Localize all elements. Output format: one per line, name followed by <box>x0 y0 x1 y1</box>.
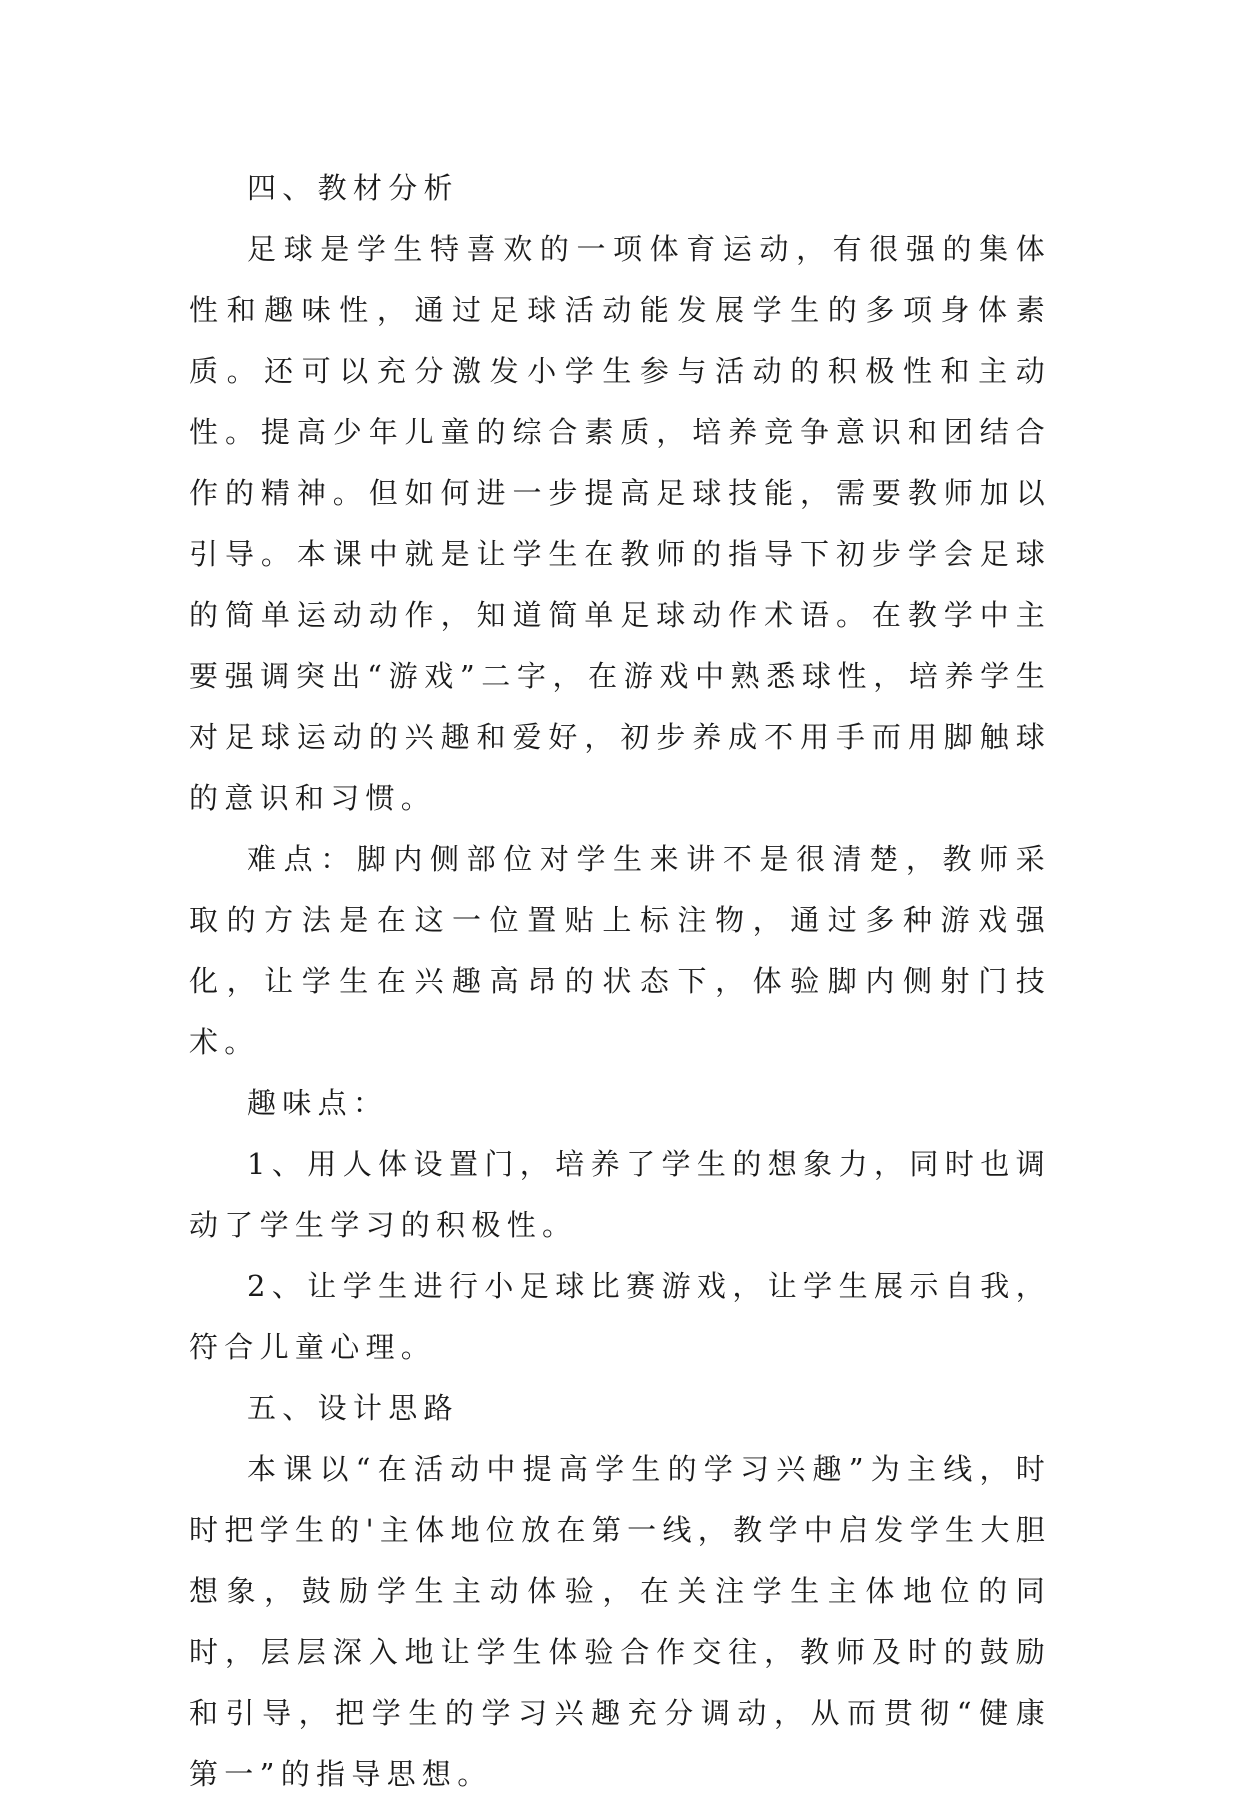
paragraph-fun-points-label: 趣味点： <box>247 1086 389 1120</box>
paragraph-difficulty: 难点：脚内侧部位对学生来讲不是很清楚，教师采取的方法是在这一位置贴上标注物，通过多种游戏强化，让学生在兴趣高昂的状态下，体验脚内侧射门技术。 <box>189 842 1051 1059</box>
paragraph-design-ideas: 本课以“在活动中提高学生的学习兴趣”为主线，时时把学生的'主体地位放在第一线，教学中启发学生大胆想象，鼓励学生主动体验，在关注学生主体地位的同时，层层深入地让学生体验合作交往，教师及时的鼓励和引导，把学生的学习兴趣充分调动，从而贯彻“健康第一”的指导思想。 <box>189 1452 1051 1791</box>
paragraph-football-intro: 足球是学生特喜欢的一项体育运动，有很强的集体性和趣味性，通过足球活动能发展学生的多项身体素质。还可以充分激发小学生参与活动的积极性和主动性。提高少年儿童的综合素质，培养竞争意识和团结合作的精神。但如何进一步提高足球技能，需要教师加以引导。本课中就是让学生在教师的指导下初步学会足球的简单运动动作，知道简单足球动作术语。在教学中主要强调突出“游戏”二字，在游戏中熟悉球性，培养学生对足球运动的兴趣和爱好，初步养成不用手而用脚触球的意识和习惯。 <box>189 232 1051 815</box>
document-body <box>189 158 1051 1805</box>
section-heading-teaching-material-analysis: 四、教材分析 <box>247 171 459 205</box>
section-heading-design-ideas: 五、设计思路 <box>247 1391 459 1425</box>
paragraph-fun-point-2: 2、让学生进行小足球比赛游戏，让学生展示自我，符合儿童心理。 <box>189 1269 1051 1364</box>
paragraph-fun-point-1: 1、用人体设置门，培养了学生的想象力，同时也调动了学生学习的积极性。 <box>189 1147 1051 1242</box>
